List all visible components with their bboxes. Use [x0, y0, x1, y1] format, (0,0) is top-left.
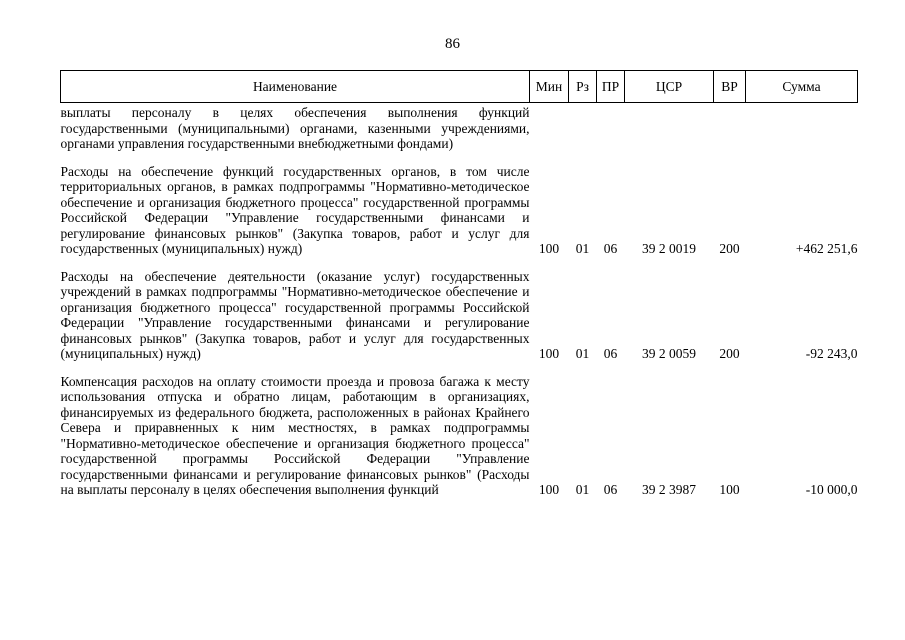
row-sum: -92 243,0	[805, 346, 858, 361]
row-rz: 01	[575, 346, 590, 361]
row-min: 100	[538, 482, 560, 497]
row-csr: 39 2 0019	[642, 241, 696, 256]
row-csr: 39 2 0059	[642, 346, 696, 361]
header-sum: Сумма	[746, 71, 858, 103]
row-vr: 200	[719, 241, 740, 256]
row-rz: 01	[575, 482, 590, 497]
header-vr: ВР	[714, 71, 746, 103]
header-csr: ЦСР	[625, 71, 714, 103]
header-pr: ПР	[597, 71, 625, 103]
row-sum: -10 000,0	[805, 482, 858, 497]
budget-table	[60, 70, 858, 498]
row-name: Расходы на обеспечение функций государственных органов, в том числе территориальных органов, в рамках подпрограммы "Нормативно-методическое обеспечение и организация бюджетного процесса" государственной программы Российской Федерации "Управление государственными финансами и регулирование финансовых рынков" (Закупка товаров, работ и услуг для государственных (муниципальных) нужд)	[60, 163, 530, 256]
row-min: 100	[538, 346, 560, 361]
row-rz: 01	[575, 241, 590, 256]
table-row	[61, 152, 858, 257]
row-pr: 06	[603, 482, 618, 497]
row-min: 100	[538, 241, 560, 256]
table-header-row	[61, 71, 858, 103]
row-csr	[625, 103, 714, 152]
table-row	[61, 103, 858, 152]
header-name: Наименование	[61, 71, 530, 103]
page-number: 86	[445, 36, 460, 52]
row-vr: 200	[719, 346, 740, 361]
header-rz: Рз	[569, 71, 597, 103]
row-sum: +462 251,6	[795, 241, 858, 256]
row-pr	[597, 103, 625, 152]
row-csr: 39 2 3987	[642, 482, 696, 497]
row-name: Расходы на обеспечение деятельности (оказание услуг) государственных учреждений в рамках подпрограммы "Нормативно-методическое обеспечение и организация бюджетного процесса" государственной программы Российской Федерации "Управление государственными финансами и регулирование финансовых рынков" (Закупка товаров, работ и услуг для государственных (муниципальных) нужд)	[60, 268, 530, 361]
row-vr: 100	[719, 482, 740, 497]
table-row	[61, 257, 858, 362]
row-rz	[569, 103, 597, 152]
table-row	[61, 362, 858, 498]
row-name: выплаты персоналу в целях обеспечения выполнения функций государственными (муниципальными) органами, казенными учреждениями, органами управления государственными внебюджетными фондами)	[60, 105, 530, 151]
row-pr: 06	[603, 241, 618, 256]
row-min	[530, 103, 569, 152]
header-min: Мин	[530, 71, 569, 103]
row-vr	[714, 103, 746, 152]
row-pr: 06	[603, 346, 618, 361]
row-name: Компенсация расходов на оплату стоимости проезда и провоза багажа к месту использования отпуска и обратно лицам, работающим в организациях, финансируемых из федерального бюджета, расположенных в районах Крайнего Севера и приравненных к ним местностях, в рамках подпрограммы "Нормативно-методическое обеспечение и организация бюджетного процесса" государственной программы Российской Федерации "Управление государственными финансами и регулирование финансовых рынков" (Расходы на выплаты персоналу в целях обеспечения выполнения функций	[60, 373, 530, 497]
row-sum	[746, 103, 858, 152]
